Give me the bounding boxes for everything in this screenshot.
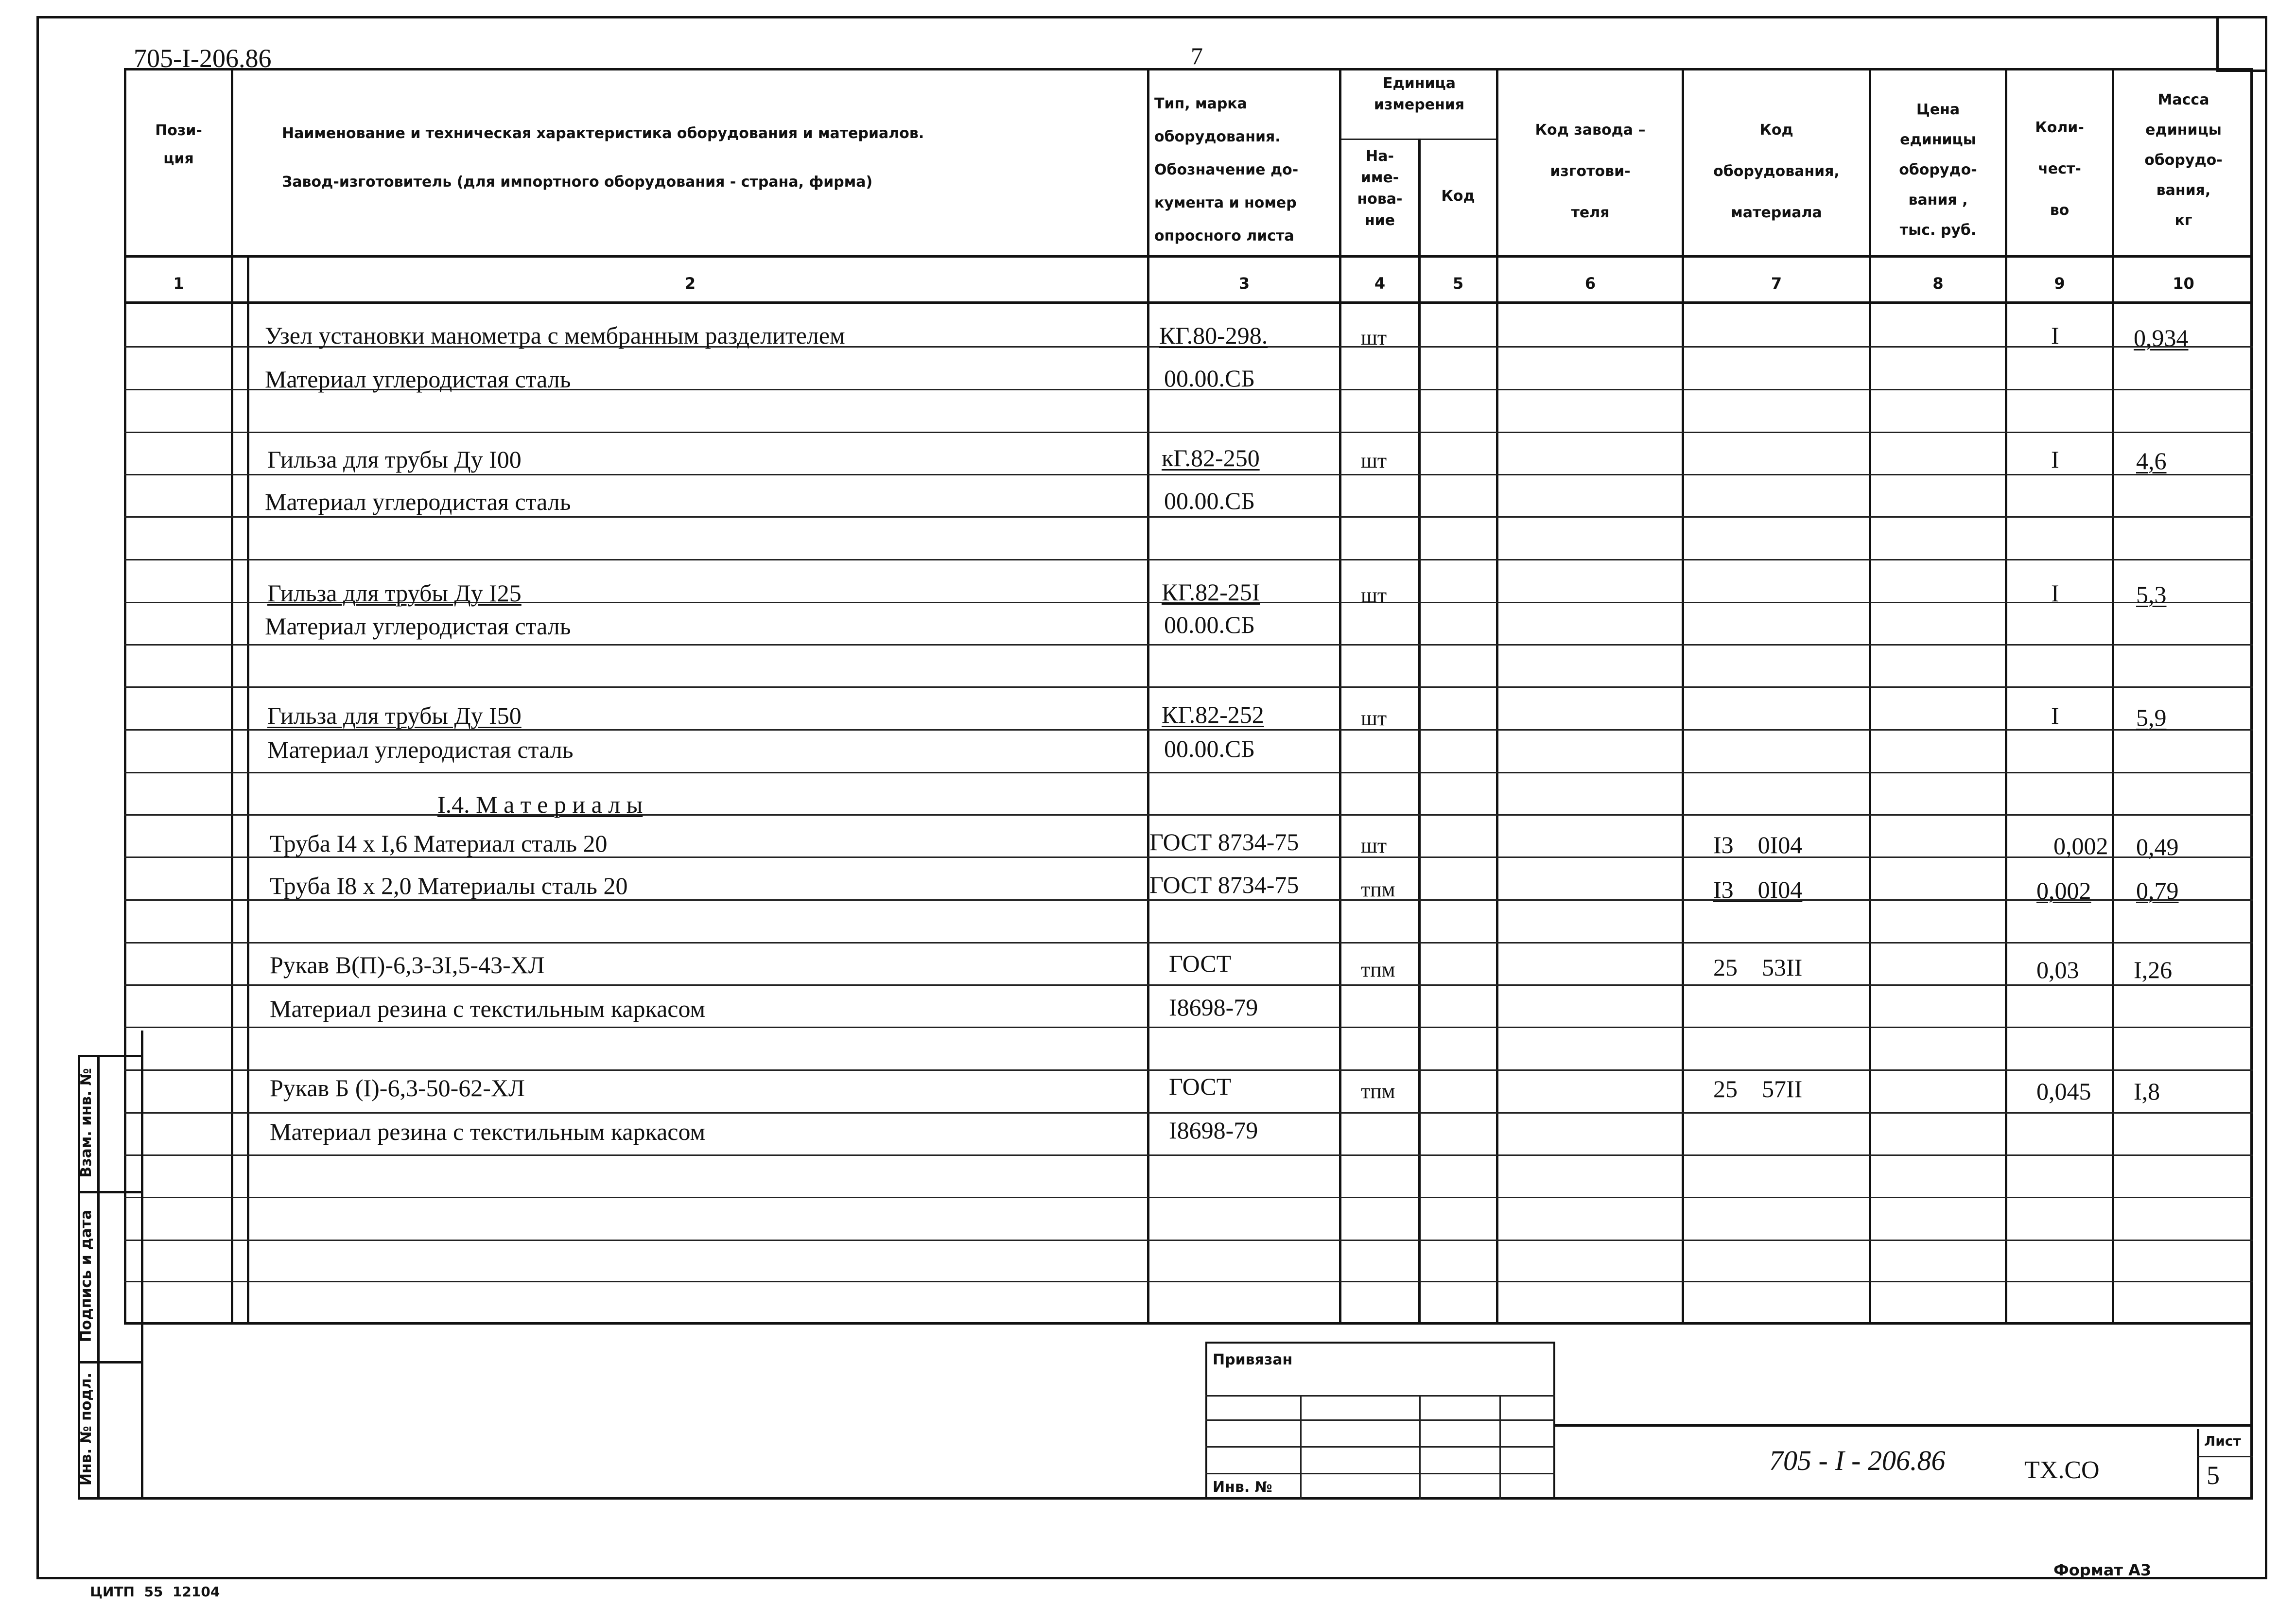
designation: 705 - I - 206.86 — [1769, 1445, 1946, 1476]
item-type: КГ.82-252 — [1162, 701, 1264, 728]
side-inv-original: Инв. № подл. — [78, 1372, 95, 1486]
row-line — [124, 559, 2253, 560]
item-code: I3 0I04 — [1713, 831, 1803, 858]
item-type: кГ.82-250 — [1162, 444, 1260, 472]
side-replace-inv: Взам. инв. № — [78, 1068, 95, 1178]
row-line — [124, 474, 2253, 475]
row-line — [124, 686, 2253, 688]
item-name: Материал углеродистая сталь — [265, 488, 571, 515]
col-number: 9 — [2054, 274, 2065, 293]
col-number: 5 — [1452, 274, 1464, 293]
col-number: 2 — [684, 274, 696, 293]
item-name: Материал резина с текстильным каркасом — [270, 1118, 706, 1145]
format-label: Формат А3 — [2053, 1561, 2152, 1579]
row-line — [124, 1112, 2253, 1114]
item-mass: I,8 — [2134, 1078, 2160, 1105]
item-qty: 0,002 — [2036, 877, 2091, 904]
item-name: Гильза для трубы Ду I50 — [267, 702, 522, 729]
corner-box — [2216, 16, 2267, 72]
item-unit: шт — [1361, 583, 1387, 607]
item-name: Материал углеродистая сталь — [267, 736, 574, 763]
item-name: Рукав В(П)-6,3-3I,5-43-ХЛ — [270, 951, 545, 979]
col-line-1b — [231, 126, 233, 1322]
col-line-5 — [1496, 68, 1498, 1322]
item-qty: 0,03 — [2036, 956, 2079, 983]
sheet-number: 5 — [2207, 1461, 2220, 1490]
item-name: Материал углеродистая сталь — [265, 366, 571, 393]
col-number: 7 — [1771, 274, 1782, 293]
sheet-label: Лист — [2204, 1433, 2241, 1449]
item-mass: 5,3 — [2136, 581, 2167, 608]
item-mass: 5,9 — [2136, 704, 2167, 731]
left-border — [36, 16, 39, 1579]
item-unit: шт — [1361, 449, 1387, 472]
item-type: 00.00.СБ — [1164, 487, 1255, 514]
privyazan-vline — [1499, 1395, 1501, 1500]
item-type: I8698-79 — [1169, 994, 1258, 1021]
item-mass: I,26 — [2134, 956, 2173, 983]
col-line-2a — [247, 255, 249, 1322]
page-number: 7 — [1191, 42, 1203, 70]
item-name: Труба I8 х 2,0 Материалы сталь 20 — [270, 872, 628, 899]
col-line-8 — [2005, 68, 2007, 1322]
col-number: 8 — [1932, 274, 1944, 293]
colnum-bottom-line — [124, 301, 2253, 304]
item-code: 25 53II — [1713, 954, 1803, 981]
col-number: 3 — [1238, 274, 1250, 293]
section-title-materials: I.4. М а т е р и а л ы — [437, 791, 643, 818]
col-number: 4 — [1374, 274, 1386, 293]
item-name: Материал резина с текстильным каркасом — [270, 995, 706, 1022]
row-line — [124, 516, 2253, 518]
item-type: I8698-79 — [1169, 1117, 1258, 1144]
item-mass: 0,79 — [2136, 877, 2179, 904]
item-mass: 4,6 — [2136, 447, 2167, 474]
row-line — [124, 942, 2253, 944]
privyazan-line — [1205, 1446, 1555, 1448]
header-name: Наименование и техническая характеристика оборудования и материалов. Завод-изготовитель (для импортного оборудования - страна, фирма) — [282, 125, 924, 191]
item-name: Гильза для трубы Ду I00 — [267, 446, 522, 473]
item-type: ГОСТ 8734-75 — [1149, 871, 1299, 898]
col-number: 10 — [2173, 274, 2194, 293]
right-border — [2265, 16, 2267, 1579]
top-border — [36, 16, 2267, 18]
header-price: Цена единицы оборудо- вания , тыс. руб. — [1899, 101, 1977, 239]
row-line — [124, 1197, 2253, 1198]
header-quantity: Коли- чест- во — [2035, 119, 2084, 219]
privyazan-label: Привязан — [1213, 1351, 1293, 1368]
header-unit-code: Код — [1441, 188, 1475, 205]
col-line-9 — [2112, 68, 2114, 1322]
item-unit: тпм — [1361, 958, 1395, 981]
header-position: Пози- ция — [155, 122, 202, 167]
row-line — [124, 1240, 2253, 1241]
header-bottom-line — [124, 255, 2253, 258]
col-line-7 — [1869, 68, 1871, 1322]
printer-mark: ЦИТП 55 12104 — [90, 1584, 220, 1600]
header-unit: Единица измерения — [1374, 75, 1465, 113]
row-line — [124, 1154, 2253, 1156]
side-stamp-sep — [78, 1191, 143, 1193]
row-line — [124, 1069, 2253, 1071]
item-qty: I — [2051, 702, 2059, 729]
item-name: Труба I4 х I,6 Материал сталь 20 — [270, 830, 608, 857]
item-mass: 0,934 — [2134, 324, 2189, 351]
item-unit: шт — [1361, 326, 1387, 350]
item-code: I3 0I04 — [1713, 876, 1803, 903]
row-line — [124, 1281, 2253, 1282]
header-mass: Масса единицы оборудо- вания, кг — [2144, 91, 2223, 229]
col-number: 1 — [173, 274, 184, 293]
privyazan-vline — [1300, 1395, 1302, 1500]
item-name: Рукав Б (I)-6,3-50-62-ХЛ — [270, 1074, 525, 1101]
item-type: ГОСТ — [1169, 1073, 1232, 1100]
item-type: ГОСТ 8734-75 — [1149, 828, 1299, 856]
inv-no-label: Инв. № — [1213, 1479, 1272, 1496]
col-line-2 — [1147, 68, 1149, 1322]
designation-line — [1555, 1424, 2253, 1427]
item-type: КГ.82-25I — [1162, 578, 1260, 606]
item-qty: I — [2051, 579, 2059, 607]
item-name: Узел установки манометра с мембранным разделителем — [265, 322, 845, 349]
privyazan-vline — [1419, 1395, 1421, 1500]
row-line — [124, 1027, 2253, 1028]
item-name: Материал углеродистая сталь — [265, 612, 571, 640]
item-type: ГОСТ — [1169, 950, 1232, 977]
item-mass: 0,49 — [2136, 833, 2179, 860]
col-line-1 — [231, 68, 233, 126]
item-unit: тпм — [1361, 1079, 1395, 1103]
side-signature-date: Подпись и дата — [78, 1209, 95, 1343]
item-type: 00.00.СБ — [1164, 611, 1255, 638]
item-type: 00.00.СБ — [1164, 365, 1255, 392]
bottom-border — [36, 1577, 2267, 1579]
doc-code: 705-I-206.86 — [134, 44, 272, 73]
item-type: КГ.80-298. — [1159, 322, 1268, 349]
item-unit: шт — [1361, 706, 1387, 730]
item-code: 25 57II — [1713, 1075, 1803, 1102]
item-unit: тпм — [1361, 877, 1395, 901]
privyazan-line — [1205, 1395, 1555, 1397]
header-plant-code: Код завода – изготови- теля — [1535, 122, 1646, 221]
privyazan-line — [1205, 1419, 1555, 1421]
item-qty: 0,002 — [2053, 832, 2108, 859]
item-type: 00.00.СБ — [1164, 735, 1255, 762]
row-line — [124, 432, 2253, 433]
header-unit-name: На- име- нова- ние — [1357, 148, 1403, 229]
item-qty: I — [2051, 446, 2059, 473]
header-type: Тип, марка оборудования. Обозначение до- кумента и номер опросного листа — [1154, 95, 1299, 245]
item-qty: 0,045 — [2036, 1078, 2091, 1105]
item-name: Гильза для трубы Ду I25 — [267, 579, 522, 607]
row-line — [124, 772, 2253, 773]
col-line-6 — [1682, 68, 1684, 1322]
col-line-3 — [1339, 68, 1341, 1322]
item-qty: I — [2051, 322, 2059, 349]
side-stamp-divider — [97, 1055, 100, 1500]
header-equipment-code: Код оборудования, материала — [1713, 122, 1840, 221]
side-stamp-sep — [78, 1361, 143, 1363]
item-unit: шт — [1361, 834, 1387, 857]
col-number: 6 — [1584, 274, 1596, 293]
row-line — [124, 644, 2253, 646]
row-line — [124, 984, 2253, 986]
sheet-line — [2197, 1456, 2253, 1457]
section-code: ТХ.СО — [2024, 1456, 2100, 1484]
